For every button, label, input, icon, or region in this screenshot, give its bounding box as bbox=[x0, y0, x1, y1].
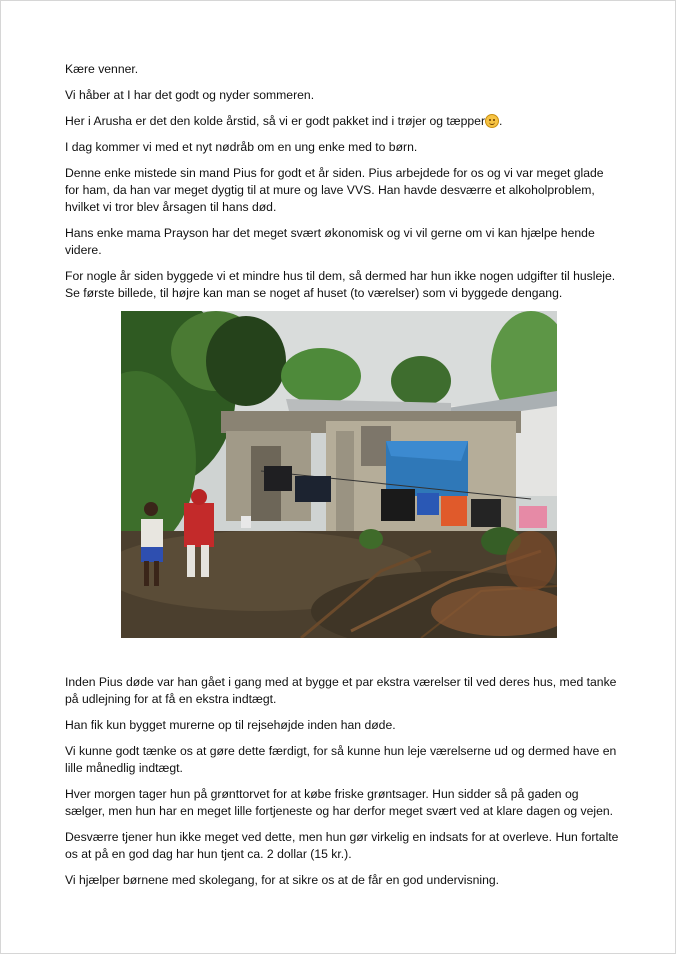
paragraph-9: Vi kunne godt tænke os at gøre dette færdigt, for så kunne hun leje værelserne ud og dermed have en lille månedlig indtægt. bbox=[65, 744, 617, 775]
paragraph-1: Vi håber at I har det godt og nyder sommeren. bbox=[65, 88, 315, 102]
paragraph-3: I dag kommer vi med et nyt nødråb om en ung enke med to børn. bbox=[65, 140, 418, 154]
paragraph-2-end: . bbox=[499, 114, 503, 128]
greeting: Kære venner. bbox=[65, 62, 139, 76]
house-photo bbox=[121, 311, 557, 638]
paragraph-6: For nogle år siden byggede vi et mindre hus til dem, så dermed har hun ikke nogen udgifter til husleje. Se første billede, til højre kan man se noget af huset (to værelser) som vi byggede dengang. bbox=[65, 269, 616, 300]
paragraph-10: Hver morgen tager hun på grønttorvet for at købe friske grøntsager. Hun sidder så på gaden og sælger, men hun har en meget lille fortjeneste og har derfor meget svært ved at klare dagen og vejen. bbox=[65, 787, 614, 818]
letter-continued bbox=[65, 674, 621, 889]
paragraph-5: Hans enke mama Prayson har det meget svært økonomisk og vi vil gerne om vi kan hjælpe hende videre. bbox=[65, 226, 595, 257]
paragraph-2-text: Her i Arusha er det den kolde årstid, så vi er godt pakket ind i trøjer og tæpper bbox=[65, 114, 486, 128]
smiley-icon bbox=[485, 114, 499, 128]
paragraph-12: Vi hjælper børnene med skolegang, for at sikre os at de får en god undervisning. bbox=[65, 873, 500, 887]
paragraph-4: Denne enke mistede sin mand Pius for godt et år siden. Pius arbejdede for os og vi var meget glade for ham, da han var meget dygtig til at mure og lave VVS. Han havde desværre et alkoholproblem, hvilket vi tror blev årsagen til hans død. bbox=[65, 166, 604, 214]
paragraph-11: Desværre tjener hun ikke meget ved dette, men hun gør virkelig en indsats for at overleve. Hun fortalte os at på en god dag har hun tjent ca. 2 dollar (15 kr.). bbox=[65, 830, 619, 861]
paragraph-8: Han fik kun bygget murerne op til rejsehøjde inden han døde. bbox=[65, 718, 396, 732]
paragraph-7: Inden Pius døde var han gået i gang med at bygge et par ekstra værelser til ved deres hus, med tanke på udlejning for at få en ekstra indtægt. bbox=[65, 675, 617, 706]
paragraph-2 bbox=[65, 113, 621, 130]
letter-body bbox=[65, 61, 621, 898]
